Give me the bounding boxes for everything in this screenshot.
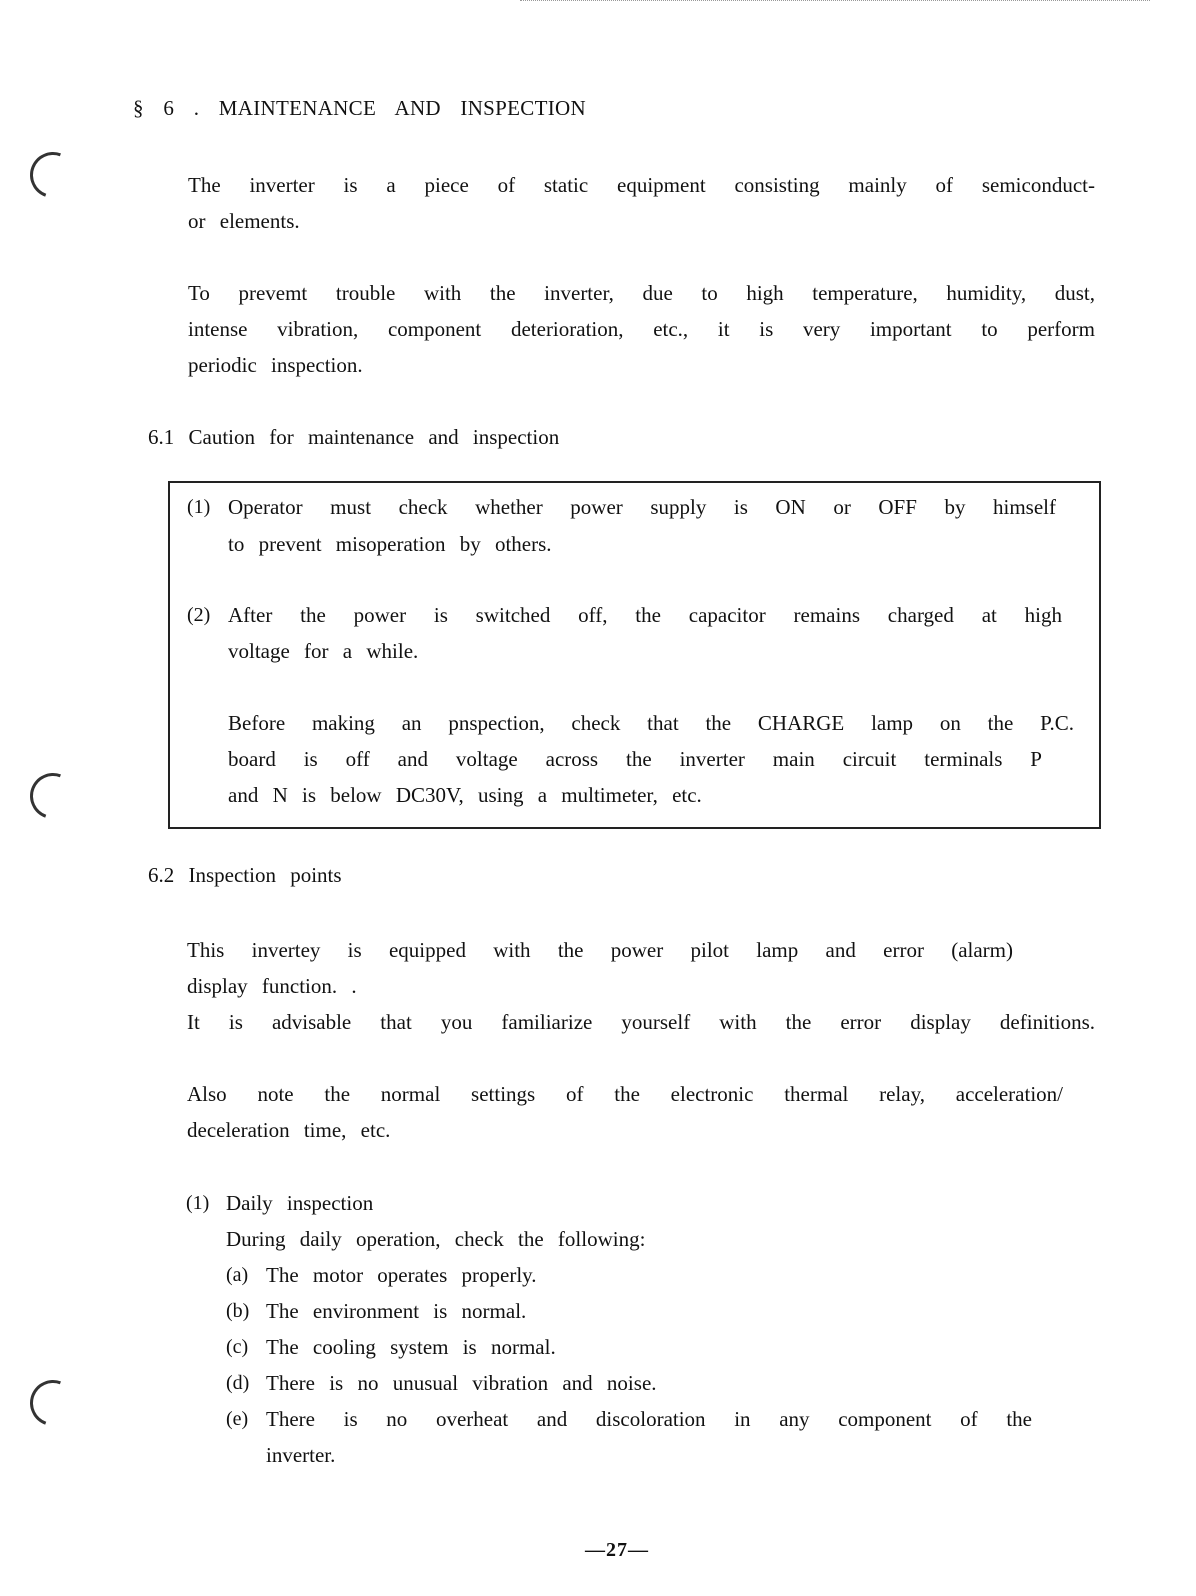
daily-inspection-title: Daily inspection xyxy=(226,1191,374,1215)
inspection-paragraph-1-line-2: display function. . xyxy=(187,974,357,998)
binder-hole-mark-top xyxy=(22,144,83,205)
daily-item-d-marker: (d) xyxy=(226,1372,250,1394)
binder-hole-mark-bottom xyxy=(22,1372,83,1433)
section-title: § 6 . MAINTENANCE AND INSPECTION xyxy=(133,96,586,120)
binder-hole-mark-middle xyxy=(22,765,83,826)
daily-item-a-text: The motor operates properly. xyxy=(266,1263,537,1287)
inspection-paragraph-1-line-3: It is advisable that you familiarize yourself with the error display definitions. xyxy=(187,1010,1095,1034)
daily-item-e-marker: (e) xyxy=(226,1408,249,1430)
daily-item-c-marker: (c) xyxy=(226,1336,249,1358)
intro-paragraph-2-line-1: To prevemt trouble with the inverter, due to high temperature, humidity, dust, xyxy=(188,281,1095,305)
daily-inspection-number: (1) xyxy=(186,1192,210,1214)
intro-paragraph-2-line-2: intense vibration, component deterioration, etc., it is very important to perform xyxy=(188,317,1095,341)
caution-item-2-line-1: After the power is switched off, the capacitor remains charged at high xyxy=(228,603,1062,627)
daily-item-b-marker: (b) xyxy=(226,1300,250,1322)
subsection-heading-6-1: 6.1 Caution for maintenance and inspection xyxy=(148,425,560,449)
caution-item-2-note-line-1: Before making an pnspection, check that the CHARGE lamp on the P.C. xyxy=(228,711,1074,735)
intro-paragraph-2-line-3: periodic inspection. xyxy=(188,353,363,377)
page-number: —27— xyxy=(585,1539,649,1561)
caution-item-1-line-2: to prevent misoperation by others. xyxy=(228,532,552,556)
daily-item-b-text: The environment is normal. xyxy=(266,1299,527,1323)
daily-item-c-text: The cooling system is normal. xyxy=(266,1335,556,1359)
inspection-paragraph-2-line-2: deceleration time, etc. xyxy=(187,1118,391,1142)
daily-item-d-text: There is no unusual vibration and noise. xyxy=(266,1371,657,1395)
intro-paragraph-1-line-1: The inverter is a piece of static equipment consisting mainly of semiconduct- xyxy=(188,173,1095,197)
intro-paragraph-1-line-2: or elements. xyxy=(188,209,300,233)
caution-item-2-note-line-3: and N is below DC30V, using a multimeter, etc. xyxy=(228,783,702,807)
daily-item-e-continuation: inverter. xyxy=(266,1443,336,1467)
daily-item-a-marker: (a) xyxy=(226,1264,249,1286)
caution-item-1-number: (1) xyxy=(187,496,211,518)
inspection-paragraph-1-line-1: This invertey is equipped with the power pilot lamp and error (alarm) xyxy=(187,938,1013,962)
caution-item-2-number: (2) xyxy=(187,604,211,626)
subsection-heading-6-2: 6.2 Inspection points xyxy=(148,863,342,887)
caution-item-2-line-2: voltage for a while. xyxy=(228,639,419,663)
daily-item-e-text: There is no overheat and discoloration in any component of the xyxy=(266,1407,1032,1431)
scan-edge-line xyxy=(520,0,1150,2)
inspection-paragraph-2-line-1: Also note the normal settings of the electronic thermal relay, acceleration/ xyxy=(187,1082,1063,1106)
caution-item-1-line-1: Operator must check whether power supply is ON or OFF by himself xyxy=(228,495,1056,519)
caution-item-2-note-line-2: board is off and voltage across the inverter main circuit terminals P xyxy=(228,747,1042,771)
daily-inspection-intro: During daily operation, check the following: xyxy=(226,1227,646,1251)
